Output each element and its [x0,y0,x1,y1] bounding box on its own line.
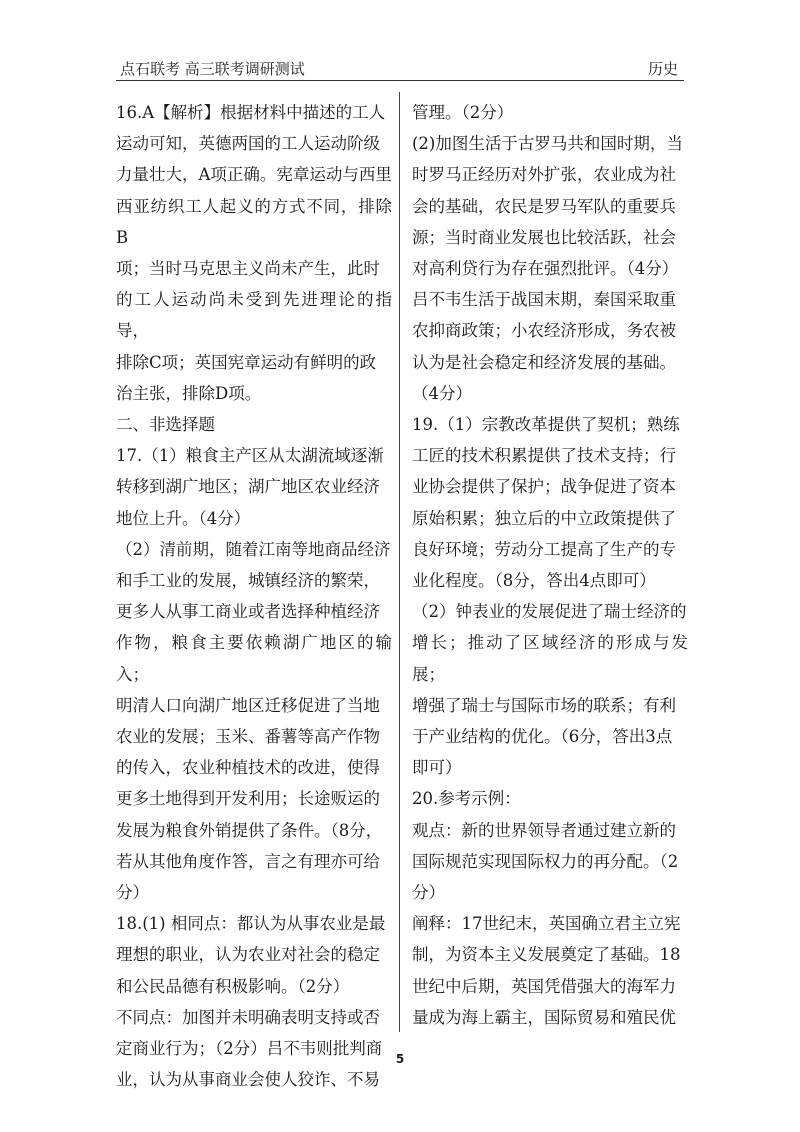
answer-18-part-2: (2)加图生活于古罗马共和国时期，当 时罗马正经历对外扩张，农业成为社 会的基础，农民是罗马军队的重要兵 源；当时商业发展也比较活跃，社会 对高利贷行为存在强烈批评。（4分） [412,134,683,279]
answer-19-part-2: （2）钟表业的发展促进了瑞士经济的 增长；推动了区域经济的形成与发展； 增强了瑞士与国际市场的联系；有利 于产业结构的优化。（6分，答出3点 即可） [412,602,688,778]
right-column [412,97,688,1033]
answer-18-differences: 不同点：加图并未明确表明支持或否 定商业行为；（2分）吕不韦则批判商 业，认为从事商业会使人狡诈、不易 [116,1007,383,1090]
answer-18-continued: 管理。（2分） [412,103,514,122]
answer-18-part-1: 18.(1) 相同点：都认为从事农业是最 理想的职业，认为农业对社会的稳定 和公民品德有积极影响。（2分） [116,914,386,996]
page-number: 5 [395,1052,405,1066]
section-heading: 二、非选择题 [116,415,215,435]
answer-20-explanation: 阐释：17世纪末，英国确立君主立宪 制，为资本主义发展奠定了基础。18 世纪中后期，英国凭借强大的海军力 量成为海上霸主，国际贸易和殖民优 [412,914,681,1027]
answer-19-part-1: 19.（1）宗教改革提供了契机；熟练 工匠的技术积累提供了技术支持；行 业协会提供了保护；战争促进了资本 原始积累；独立后的中立政策提供了 良好环境；劳动分工提高了生产的专 业化程度。（8分，答出4点即可） [412,415,680,591]
answer-17-part-1: 17.（1）粮食主产区从太湖流域逐渐 转移到湖广地区；湖广地区农业经济 地位上升。（4分） [116,446,384,528]
answer-18-part-2-lv-buwei: 吕不韦生活于战国末期，秦国采取重 农抑商政策；小农经济形成，务农被 认为是社会稳定和经济发展的基础。 （4分） [412,290,676,403]
answer-20-viewpoint: 观点：新的世界领导者通过建立新的 国际规范实现国际权力的再分配。（2 分） [412,820,679,903]
column-divider [399,92,400,1032]
answer-20-title: 20.参考示例： [412,789,521,809]
answer-16: 16.A【解析】根据材料中描述的工人 运动可知，英德两国的工人运动阶级 力量壮大，A项正确。宪章运动与西里 西亚纺织工人起义的方式不同，排除B 项；当时马克思主义尚未产生，此时 的工人运动尚未受到先进理论的指导， 排除C项；英国宪章运动有鲜明的政 治主张，排除D项。 [116,103,392,403]
exam-title: 点石联考 高三联考调研测试 [120,60,305,78]
answer-17-part-2: （2）清前期，随着江南等地商品经济 和手工业的发展，城镇经济的繁荣， 更多人从事工商业或者选择种植经济 作物，粮食主要依赖湖广地区的输入； 明清人口向湖广地区迁移促进了当地 农业的发展；玉米、番薯等高产作物 的传入，农业种植技术的改进，使得 更多土地得到开发利用；长途贩运的 发展为粮食外销提供了条件。（8分， 若从其他角度作答，言之有理亦可给 分） [116,539,392,903]
header-divider [116,80,684,81]
subject-label: 历史 [647,60,678,78]
left-column [116,97,392,1096]
page-header [116,52,684,80]
